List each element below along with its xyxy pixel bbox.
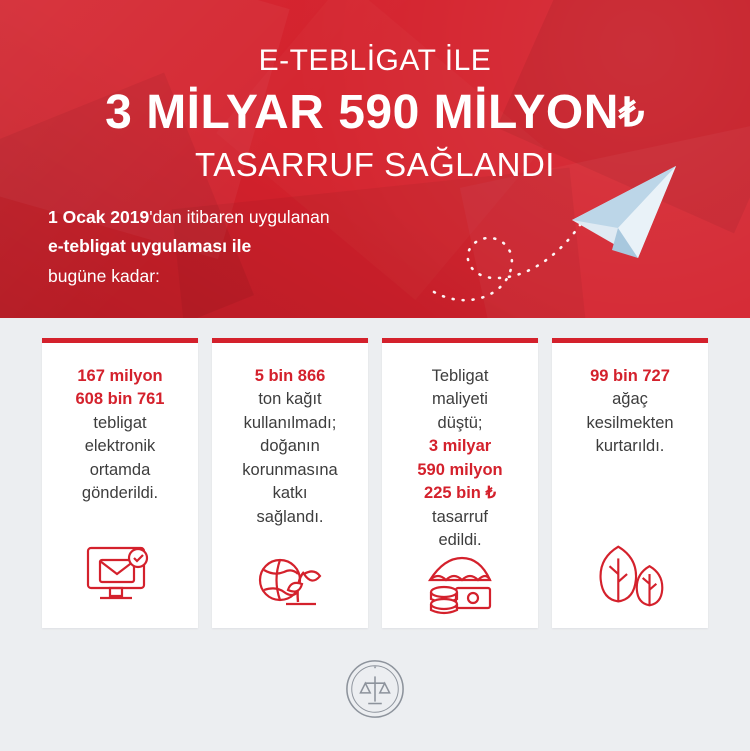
hero-title-block [0,0,750,184]
stat-line: 167 milyon [77,367,163,385]
stat-line: kullanılmadı; [243,413,337,432]
hero-subtitle-date: 1 Ocak 2019 [48,207,150,227]
hero-subtitle-text-1: 'dan itibaren uygulanan [149,207,330,227]
hero-title-line-1: E-TEBLİGAT İLE [258,44,492,77]
stat-line: düştü; [437,413,483,432]
stat-line: 225 bin ₺ [424,484,496,503]
hero-content [0,0,750,184]
computer-mail-icon [79,534,161,612]
stat-line: doğanın [260,437,320,456]
hero-title-line-3: TASARRUF SAĞLANDI [195,146,555,184]
hero-banner [0,0,750,318]
stat-line: sağlandı. [256,507,324,526]
stat-line: 99 bin 727 [590,367,670,385]
stat-line: korunmasına [242,460,338,479]
paper-plane-graphic [422,160,682,310]
hero-subtitle [48,203,330,291]
stat-line: maliyeti [432,390,488,409]
plant-globe-icon [249,534,331,612]
stat-card-paper-saved [212,338,368,628]
paper-plane-icon [422,160,682,310]
stat-card-text [56,365,184,506]
ministry-emblem-icon [344,658,406,720]
stat-line: tasarruf [432,507,488,526]
hero-title-amount: 3 MİLYAR 590 MİLYON [105,86,619,139]
stat-line: katkı [272,484,308,503]
footer [0,648,750,751]
stat-card-text [566,365,694,459]
stat-line: kurtarıldı. [595,437,665,456]
stat-card-etebligat-sent [42,338,198,628]
stat-card-cost-saved [382,338,538,628]
stat-line: tebligat [93,413,147,432]
stat-line: Tebligat [431,367,489,385]
hero-title-line-2 [0,85,750,140]
stat-line: elektronik [84,437,156,456]
money-umbrella-icon [419,552,501,618]
stat-line: 608 bin 761 [75,390,165,409]
stat-line: 3 milyar [428,437,492,456]
stat-line: edildi. [438,530,482,549]
stat-line: ton kağıt [258,390,322,409]
stat-line: ortamda [89,460,151,479]
stat-line: 590 milyon [417,460,503,479]
svg-text:★: ★ [373,664,377,670]
stat-card-trees-saved [552,338,708,628]
hero-title-currency: ₺ [618,91,645,135]
stat-line: ağaç [612,390,648,409]
stat-card-text [396,365,524,552]
hero-subtitle-row-1 [48,203,330,232]
stat-line: kesilmekten [586,413,674,432]
hero-subtitle-row-2: e-tebligat uygulaması ile [48,236,252,257]
stat-line: gönderildi. [81,484,159,503]
trees-icon [589,534,671,612]
stat-card-list [0,338,750,628]
dotted-trail-icon [434,222,582,300]
stat-line: 5 bin 866 [254,367,326,385]
hero-subtitle-row-3: bugüne kadar: [48,265,160,286]
stat-card-text [226,365,354,529]
